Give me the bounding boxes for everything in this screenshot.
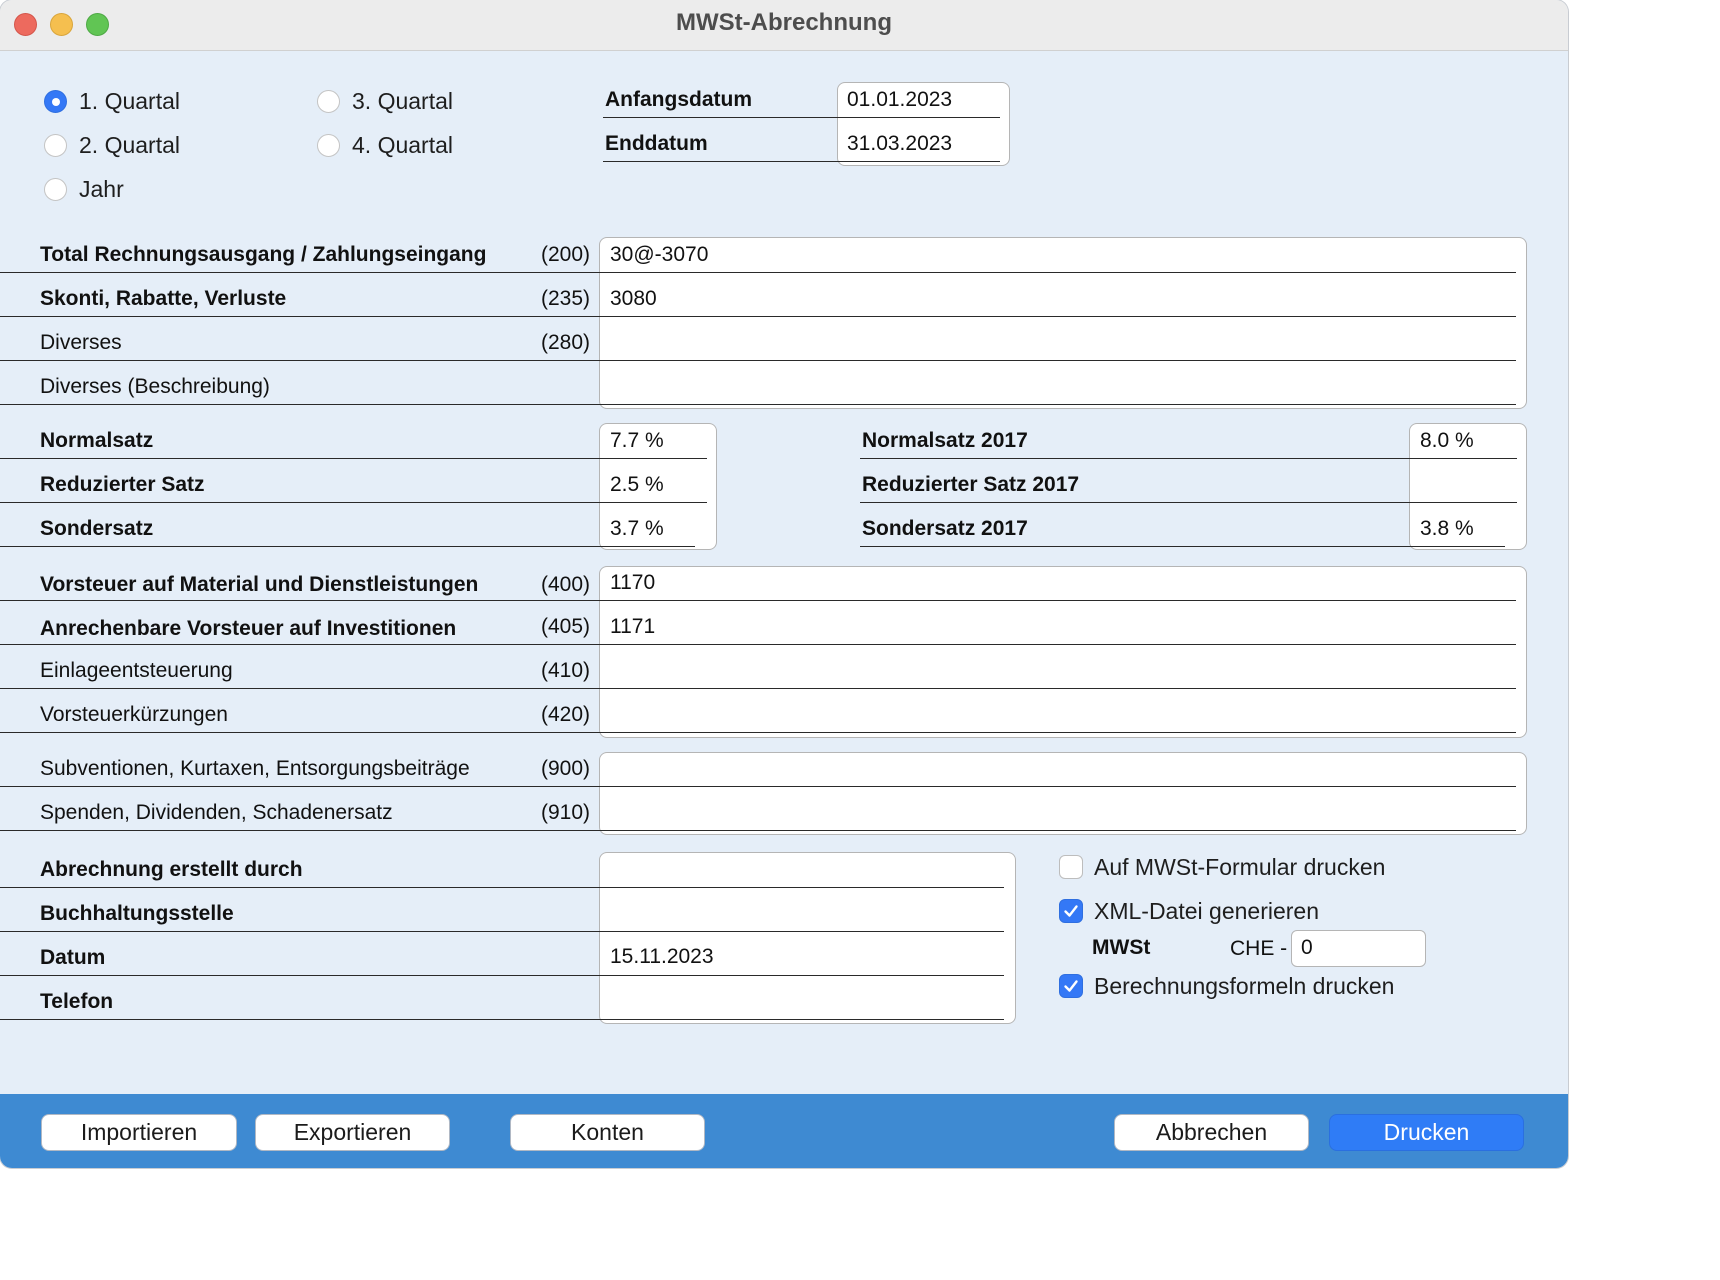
row-rule — [860, 502, 1517, 503]
other-income-box — [599, 752, 1527, 835]
row-rule — [0, 546, 695, 547]
dialog-content — [0, 51, 1568, 1094]
row-label-400: Vorsteuer auf Material und Dienstleistungen — [40, 573, 479, 596]
radio-quarter-4[interactable] — [317, 134, 340, 157]
row-label-405: Anrechenbare Vorsteuer auf Investitionen — [40, 617, 457, 640]
field-400[interactable]: 1170 — [610, 571, 656, 594]
formulas-label[interactable]: Berechnungsformeln drucken — [1094, 973, 1395, 999]
phone-label: Telefon — [40, 990, 114, 1013]
radio-year[interactable] — [44, 178, 67, 201]
row-rule — [0, 1019, 1004, 1020]
xml-checkbox[interactable] — [1059, 899, 1083, 923]
radio-quarter-3[interactable] — [317, 90, 340, 113]
start-date-label: Anfangsdatum — [605, 88, 752, 111]
reduced-rate-2017-label: Reduzierter Satz 2017 — [862, 473, 1080, 496]
row-code-280: (280) — [541, 331, 591, 354]
row-rule — [0, 887, 1004, 888]
date-field[interactable]: 15.11.2023 — [610, 945, 714, 968]
start-date-rule — [603, 117, 1000, 118]
print-form-label[interactable]: Auf MWSt-Formular drucken — [1094, 854, 1386, 880]
row-code-910: (910) — [541, 801, 591, 824]
normal-rate-2017-label: Normalsatz 2017 — [862, 429, 1028, 452]
special-rate-field[interactable]: 3.7 % — [610, 517, 664, 540]
row-label-235: Skonti, Rabatte, Verluste — [40, 287, 287, 310]
row-rule — [0, 786, 1516, 787]
start-date-field[interactable]: 01.01.2023 — [847, 88, 953, 111]
row-rule — [0, 600, 1516, 601]
cancel-button[interactable]: Abbrechen — [1114, 1114, 1309, 1151]
formulas-checkbox[interactable] — [1059, 974, 1083, 998]
special-rate-2017-label: Sondersatz 2017 — [862, 517, 1028, 540]
contact-box — [599, 852, 1016, 1024]
row-label-900: Subventionen, Kurtaxen, Entsorgungsbeiträge — [40, 757, 470, 780]
field-235[interactable]: 3080 — [610, 287, 657, 310]
che-prefix: CHE - — [1230, 937, 1288, 960]
radio-quarter-1[interactable] — [44, 90, 67, 113]
field-405[interactable]: 1171 — [610, 615, 656, 638]
row-code-400: (400) — [541, 573, 591, 596]
checkmark-icon — [1063, 903, 1079, 919]
print-button[interactable]: Drucken — [1329, 1114, 1524, 1151]
row-rule — [0, 360, 1516, 361]
radio-quarter-3-label[interactable]: 3. Quartal — [352, 88, 453, 114]
row-rule — [0, 732, 1516, 733]
special-rate-label: Sondersatz — [40, 517, 154, 540]
normal-rate-2017-field[interactable]: 8.0 % — [1420, 429, 1474, 452]
row-rule — [0, 272, 1516, 273]
row-label-280: Diverses — [40, 331, 122, 354]
print-form-checkbox[interactable] — [1059, 855, 1083, 879]
row-rule — [0, 931, 1004, 932]
end-date-field[interactable]: 31.03.2023 — [847, 132, 953, 155]
reduced-rate-label: Reduzierter Satz — [40, 473, 205, 496]
row-rule — [0, 644, 1516, 645]
radio-quarter-1-label[interactable]: 1. Quartal — [79, 88, 180, 114]
row-label-410: Einlageentsteuerung — [40, 659, 233, 682]
input-tax-box — [599, 566, 1527, 738]
created-by-label: Abrechnung erstellt durch — [40, 858, 303, 881]
mwst-number-label: MWSt — [1092, 936, 1151, 959]
row-label-910: Spenden, Dividenden, Schadenersatz — [40, 801, 393, 824]
row-rule — [0, 975, 1004, 976]
row-code-420: (420) — [541, 703, 591, 726]
radio-quarter-2[interactable] — [44, 134, 67, 157]
row-rule — [0, 688, 1516, 689]
revenue-fields-box — [599, 237, 1527, 409]
export-button[interactable]: Exportieren — [255, 1114, 450, 1151]
button-bar — [0, 1094, 1568, 1168]
import-button[interactable]: Importieren — [41, 1114, 237, 1151]
end-date-rule — [603, 161, 1000, 162]
special-rate-2017-field[interactable]: 3.8 % — [1420, 517, 1474, 540]
normal-rate-field[interactable]: 7.7 % — [610, 429, 664, 452]
row-rule — [0, 458, 707, 459]
row-rule — [0, 316, 1516, 317]
reduced-rate-field[interactable]: 2.5 % — [610, 473, 664, 496]
accounting-office-label: Buchhaltungsstelle — [40, 902, 234, 925]
end-date-label: Enddatum — [605, 132, 708, 155]
radio-quarter-4-label[interactable]: 4. Quartal — [352, 132, 453, 158]
che-number-value[interactable]: 0 — [1301, 936, 1313, 959]
window-title: MWSt-Abrechnung — [676, 9, 892, 36]
row-rule — [0, 502, 707, 503]
field-200[interactable]: 30@-3070 — [610, 243, 709, 266]
row-label-200: Total Rechnungsausgang / Zahlungseingang — [40, 243, 487, 266]
row-rule — [860, 546, 1505, 547]
row-rule — [860, 458, 1517, 459]
row-code-405: (405) — [541, 615, 591, 638]
row-label-diverses-description: Diverses (Beschreibung) — [40, 375, 270, 398]
row-rule — [0, 830, 1516, 831]
row-code-200: (200) — [541, 243, 591, 266]
xml-label[interactable]: XML-Datei generieren — [1094, 898, 1320, 924]
row-label-420: Vorsteuerkürzungen — [40, 703, 228, 726]
normal-rate-label: Normalsatz — [40, 429, 154, 452]
accounts-button[interactable]: Konten — [510, 1114, 705, 1151]
radio-quarter-2-label[interactable]: 2. Quartal — [79, 132, 180, 158]
row-code-410: (410) — [541, 659, 591, 682]
row-code-900: (900) — [541, 757, 591, 780]
date-label: Datum — [40, 946, 106, 969]
row-code-235: (235) — [541, 287, 591, 310]
radio-year-label[interactable]: Jahr — [79, 176, 124, 202]
title-bar — [0, 0, 1568, 51]
row-rule — [0, 404, 1516, 405]
checkmark-icon — [1063, 978, 1079, 994]
